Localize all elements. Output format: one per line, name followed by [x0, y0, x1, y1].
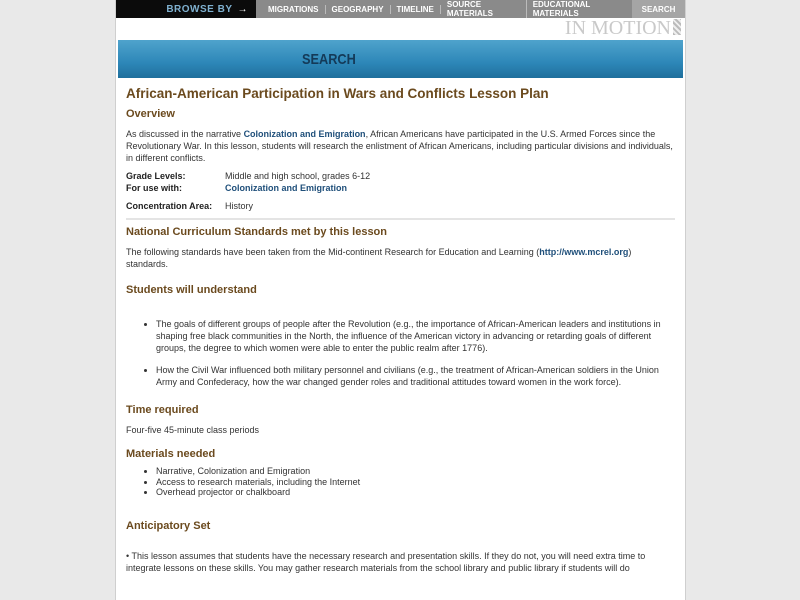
materials-list: [156, 466, 675, 498]
nav-timeline[interactable]: TIMELINE: [391, 5, 441, 14]
nav-educational-materials[interactable]: EDUCATIONAL MATERIALS: [532, 0, 591, 18]
list-item: • Access to research materials, including the Internet: [156, 477, 675, 488]
nav-geography[interactable]: GEOGRAPHY: [326, 5, 391, 14]
anticipatory-heading: Anticipatory Set: [126, 519, 211, 532]
overview-text-start: As discussed in the narrative: [126, 129, 244, 139]
divider: [126, 218, 675, 220]
standards-heading: National Curriculum Standards met by this lesson: [126, 226, 387, 238]
concentration-area: [126, 200, 675, 212]
standards-text-end: ) standards.: [126, 247, 632, 269]
standards-text: [126, 246, 675, 270]
list-item: • Narrative, Colonization and Emigration: [156, 466, 675, 477]
grade-label: Grade Levels:: [126, 171, 186, 181]
narrative-link[interactable]: Colonization and Emigration: [243, 129, 366, 139]
overview-text-end: , African Americans have participated in the U.S. Armed Forces since the Revolutionary War. In this lesson, students will research the enlistment of African Americans, including particular divisions and individuals, in different conflicts.: [126, 129, 673, 163]
anticipatory-text: • This lesson assumes that students have the necessary research and presentation skills. If they do not, you will need extra time to integrate lessons on these skills. You may gather research materials from the school library and public library if students will do: [126, 550, 646, 573]
main-content: [116, 79, 685, 586]
section-banner: [118, 40, 683, 78]
grade-levels: [126, 170, 675, 182]
mcrel-link[interactable]: http://www.mcrel.org: [539, 247, 629, 257]
for-use-with: [126, 182, 675, 194]
browse-by: [116, 0, 256, 18]
nav-source-materials[interactable]: SOURCE MATERIALS: [441, 0, 527, 18]
materials-heading: Materials needed: [126, 448, 216, 460]
list-item: • Overhead projector or chalkboard: [156, 487, 675, 498]
browse-by-label: BROWSE BY: [166, 3, 233, 15]
page-title: African-American Participation in Wars and Conflicts Lesson Plan: [126, 86, 549, 101]
area-value: History: [225, 201, 254, 211]
banner-title: SEARCH: [302, 50, 356, 68]
understand-heading: Students will understand: [126, 284, 257, 296]
use-link[interactable]: Colonization and Emigration: [225, 183, 347, 193]
time-text: Four-five 45-minute class periods: [126, 425, 260, 435]
nav-migrations[interactable]: MIGRATIONS: [262, 5, 326, 14]
logo-mark-icon: [673, 19, 681, 35]
use-label: For use with:: [126, 183, 182, 193]
standards-text-start: The following standards have been taken from the Mid-continent Research for Education and Learning (: [126, 247, 540, 257]
logo-text: IN MOTION: [564, 17, 671, 39]
grade-value: Middle and high school, grades 6-12: [225, 171, 371, 181]
area-label: Concentration Area:: [126, 201, 213, 211]
overview-heading: Overview: [126, 108, 175, 120]
list-item: • How the Civil War influenced both military personnel and civilians (e.g., the treatment of African-American soldiers in the Union Army and Confederacy, how the war changed gender roles and traditional attitudes toward women in the work force).: [156, 364, 675, 388]
understand-list: [156, 318, 675, 388]
list-item: • The goals of different groups of people after the Revolution (e.g., the importance of African-American leaders and institutions in shaping free black communities in the North, the influence of the American victory in advancing or retarding goals of different groups, the degree to which women were able to enter the public realm after 1776).: [156, 318, 675, 354]
time-heading: Time required: [126, 404, 199, 416]
nav-search[interactable]: SEARCH: [632, 0, 685, 18]
page: [115, 0, 686, 600]
arrow-right-icon: →: [237, 3, 248, 15]
logo[interactable]: [116, 18, 685, 39]
overview-text: [126, 128, 675, 164]
top-nav: [116, 0, 685, 18]
